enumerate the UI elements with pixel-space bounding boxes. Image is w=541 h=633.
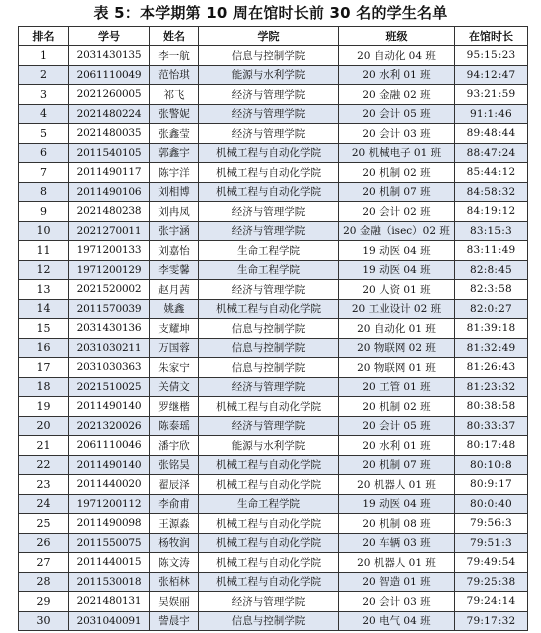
duration-cell: 94:12:47 <box>455 65 528 85</box>
duration-cell: 85:44:12 <box>455 163 528 183</box>
rank-cell: 18 <box>19 377 69 397</box>
student-name-cell: 范怡琪 <box>150 65 199 85</box>
header-rank: 排名 <box>19 27 69 46</box>
student-name-cell: 李一航 <box>150 46 199 66</box>
ranking-table <box>18 26 528 631</box>
rank-cell: 19 <box>19 397 69 417</box>
rank-cell: 14 <box>19 299 69 319</box>
school-cell: 生命工程学院 <box>199 260 339 280</box>
class-cell: 20 工管 01 班 <box>339 377 455 397</box>
duration-cell: 79:24:14 <box>455 592 528 612</box>
class-cell: 20 工业设计 02 班 <box>339 299 455 319</box>
table-header-row <box>19 27 528 46</box>
class-cell: 20 会计 05 班 <box>339 104 455 124</box>
table-row <box>19 46 528 66</box>
class-cell: 20 机制 02 班 <box>339 163 455 183</box>
school-cell: 生命工程学院 <box>199 241 339 261</box>
duration-cell: 82:3:58 <box>455 280 528 300</box>
student-id-cell: 2031430136 <box>69 319 150 339</box>
rank-cell: 28 <box>19 572 69 592</box>
class-cell: 20 水利 01 班 <box>339 436 455 456</box>
table-row <box>19 319 528 339</box>
student-id-cell: 2061110046 <box>69 436 150 456</box>
school-cell: 信息与控制学院 <box>199 319 339 339</box>
student-id-cell: 2011490117 <box>69 163 150 183</box>
duration-cell: 79:56:3 <box>455 514 528 534</box>
class-cell: 19 动医 04 班 <box>339 241 455 261</box>
student-name-cell: 刘相博 <box>150 182 199 202</box>
student-id-cell: 2061110049 <box>69 65 150 85</box>
table-row <box>19 397 528 417</box>
rank-cell: 1 <box>19 46 69 66</box>
student-name-cell: 訾晨宇 <box>150 611 199 631</box>
rank-cell: 23 <box>19 475 69 495</box>
student-name-cell: 陈文涛 <box>150 553 199 573</box>
student-name-cell: 朱家宁 <box>150 358 199 378</box>
student-id-cell: 2021320026 <box>69 416 150 436</box>
class-cell: 20 车辆 03 班 <box>339 533 455 553</box>
table-row <box>19 455 528 475</box>
school-cell: 经济与管理学院 <box>199 280 339 300</box>
school-cell: 经济与管理学院 <box>199 592 339 612</box>
school-cell: 信息与控制学院 <box>199 46 339 66</box>
class-cell: 20 物联网 01 班 <box>339 358 455 378</box>
school-cell: 经济与管理学院 <box>199 104 339 124</box>
duration-cell: 80:17:48 <box>455 436 528 456</box>
student-name-cell: 李俞甫 <box>150 494 199 514</box>
student-name-cell: 赵月茜 <box>150 280 199 300</box>
table-row <box>19 338 528 358</box>
student-id-cell: 2021480131 <box>69 592 150 612</box>
rank-cell: 13 <box>19 280 69 300</box>
duration-cell: 82:8:45 <box>455 260 528 280</box>
student-name-cell: 陈宇洋 <box>150 163 199 183</box>
school-cell: 机械工程与自动化学院 <box>199 143 339 163</box>
table-row <box>19 572 528 592</box>
rank-cell: 17 <box>19 358 69 378</box>
table-row <box>19 611 528 631</box>
duration-cell: 80:0:40 <box>455 494 528 514</box>
table-row <box>19 436 528 456</box>
duration-cell: 79:49:54 <box>455 553 528 573</box>
duration-cell: 84:19:12 <box>455 202 528 222</box>
rank-cell: 7 <box>19 163 69 183</box>
class-cell: 20 金融（isec）02 班 <box>339 221 455 241</box>
school-cell: 经济与管理学院 <box>199 221 339 241</box>
class-cell: 20 智造 01 班 <box>339 572 455 592</box>
school-cell: 经济与管理学院 <box>199 202 339 222</box>
duration-cell: 79:17:32 <box>455 611 528 631</box>
class-cell: 20 机制 07 班 <box>339 455 455 475</box>
table-row <box>19 553 528 573</box>
student-name-cell: 潘宇欣 <box>150 436 199 456</box>
duration-cell: 83:11:49 <box>455 241 528 261</box>
table-row <box>19 124 528 144</box>
duration-cell: 81:39:18 <box>455 319 528 339</box>
rank-cell: 29 <box>19 592 69 612</box>
rank-cell: 22 <box>19 455 69 475</box>
student-name-cell: 郭鑫宇 <box>150 143 199 163</box>
student-name-cell: 姚鑫 <box>150 299 199 319</box>
school-cell: 经济与管理学院 <box>199 124 339 144</box>
class-cell: 19 动医 04 班 <box>339 494 455 514</box>
header-duration: 在馆时长 <box>455 27 528 46</box>
rank-cell: 26 <box>19 533 69 553</box>
class-cell: 20 自动化 01 班 <box>339 319 455 339</box>
table-row <box>19 475 528 495</box>
school-cell: 信息与控制学院 <box>199 338 339 358</box>
school-cell: 能源与水利学院 <box>199 436 339 456</box>
class-cell: 19 动医 04 班 <box>339 260 455 280</box>
school-cell: 信息与控制学院 <box>199 611 339 631</box>
school-cell: 经济与管理学院 <box>199 85 339 105</box>
class-cell: 20 自动化 04 班 <box>339 46 455 66</box>
student-name-cell: 翟辰泽 <box>150 475 199 495</box>
rank-cell: 27 <box>19 553 69 573</box>
student-id-cell: 1971200133 <box>69 241 150 261</box>
duration-cell: 88:47:24 <box>455 143 528 163</box>
table-title: 表 5：本学期第 10 周在馆时长前 30 名的学生名单 <box>93 4 448 22</box>
table-row <box>19 533 528 553</box>
student-id-cell: 2021480224 <box>69 104 150 124</box>
class-cell: 20 机制 07 班 <box>339 182 455 202</box>
class-cell: 20 会计 03 班 <box>339 592 455 612</box>
student-name-cell: 刘嘉怡 <box>150 241 199 261</box>
duration-cell: 81:26:43 <box>455 358 528 378</box>
student-name-cell: 万国蓉 <box>150 338 199 358</box>
class-cell: 20 电气 04 班 <box>339 611 455 631</box>
class-cell: 20 人资 01 班 <box>339 280 455 300</box>
student-id-cell: 2021260005 <box>69 85 150 105</box>
table-row <box>19 280 528 300</box>
rank-cell: 20 <box>19 416 69 436</box>
duration-cell: 81:23:32 <box>455 377 528 397</box>
duration-cell: 80:9:17 <box>455 475 528 495</box>
school-cell: 机械工程与自动化学院 <box>199 572 339 592</box>
school-cell: 机械工程与自动化学院 <box>199 397 339 417</box>
student-id-cell: 2021480238 <box>69 202 150 222</box>
student-name-cell: 祁飞 <box>150 85 199 105</box>
student-id-cell: 2011570039 <box>69 299 150 319</box>
duration-cell: 93:21:59 <box>455 85 528 105</box>
rank-cell: 15 <box>19 319 69 339</box>
student-id-cell: 2021520002 <box>69 280 150 300</box>
student-name-cell: 张鑫莹 <box>150 124 199 144</box>
school-cell: 机械工程与自动化学院 <box>199 163 339 183</box>
student-id-cell: 2011490140 <box>69 397 150 417</box>
table-row <box>19 514 528 534</box>
table-row <box>19 163 528 183</box>
rank-cell: 4 <box>19 104 69 124</box>
student-name-cell: 张宇涵 <box>150 221 199 241</box>
duration-cell: 83:15:3 <box>455 221 528 241</box>
student-id-cell: 2031030211 <box>69 338 150 358</box>
student-name-cell: 陈泰瑶 <box>150 416 199 436</box>
header-class: 班级 <box>339 27 455 46</box>
class-cell: 20 会计 05 班 <box>339 416 455 436</box>
school-cell: 信息与控制学院 <box>199 358 339 378</box>
student-id-cell: 2011540105 <box>69 143 150 163</box>
class-cell: 20 会计 03 班 <box>339 124 455 144</box>
duration-cell: 79:51:3 <box>455 533 528 553</box>
student-name-cell: 张栢林 <box>150 572 199 592</box>
header-name: 姓名 <box>150 27 199 46</box>
table-row <box>19 241 528 261</box>
school-cell: 经济与管理学院 <box>199 416 339 436</box>
rank-cell: 10 <box>19 221 69 241</box>
student-id-cell: 2021480035 <box>69 124 150 144</box>
school-cell: 能源与水利学院 <box>199 65 339 85</box>
duration-cell: 80:33:37 <box>455 416 528 436</box>
rank-cell: 16 <box>19 338 69 358</box>
table-row <box>19 592 528 612</box>
class-cell: 20 会计 02 班 <box>339 202 455 222</box>
school-cell: 机械工程与自动化学院 <box>199 553 339 573</box>
class-cell: 20 机械电子 01 班 <box>339 143 455 163</box>
student-id-cell: 2011490140 <box>69 455 150 475</box>
rank-cell: 6 <box>19 143 69 163</box>
class-cell: 20 机制 02 班 <box>339 397 455 417</box>
student-id-cell: 2011440015 <box>69 553 150 573</box>
student-id-cell: 1971200112 <box>69 494 150 514</box>
table-row <box>19 494 528 514</box>
student-id-cell: 2011440020 <box>69 475 150 495</box>
rank-cell: 2 <box>19 65 69 85</box>
duration-cell: 81:32:49 <box>455 338 528 358</box>
student-name-cell: 王源淼 <box>150 514 199 534</box>
table-row <box>19 260 528 280</box>
class-cell: 20 机制 08 班 <box>339 514 455 534</box>
rank-cell: 25 <box>19 514 69 534</box>
school-cell: 机械工程与自动化学院 <box>199 514 339 534</box>
rank-cell: 11 <box>19 241 69 261</box>
student-name-cell: 罗继楷 <box>150 397 199 417</box>
rank-cell: 12 <box>19 260 69 280</box>
student-id-cell: 2011530018 <box>69 572 150 592</box>
school-cell: 机械工程与自动化学院 <box>199 475 339 495</box>
student-name-cell: 张铭昊 <box>150 455 199 475</box>
table-row <box>19 143 528 163</box>
table-row <box>19 182 528 202</box>
duration-cell: 95:15:23 <box>455 46 528 66</box>
student-id-cell: 1971200129 <box>69 260 150 280</box>
table-row <box>19 358 528 378</box>
school-cell: 机械工程与自动化学院 <box>199 455 339 475</box>
class-cell: 20 机器人 01 班 <box>339 475 455 495</box>
header-student-id: 学号 <box>69 27 150 46</box>
class-cell: 20 机器人 01 班 <box>339 553 455 573</box>
student-name-cell: 支耀坤 <box>150 319 199 339</box>
table-body <box>19 46 528 631</box>
rank-cell: 24 <box>19 494 69 514</box>
student-id-cell: 2011490106 <box>69 182 150 202</box>
table-row <box>19 416 528 436</box>
table-row <box>19 202 528 222</box>
student-name-cell: 杨牧润 <box>150 533 199 553</box>
student-id-cell: 2031030363 <box>69 358 150 378</box>
duration-cell: 89:48:44 <box>455 124 528 144</box>
class-cell: 20 金融 02 班 <box>339 85 455 105</box>
class-cell: 20 水利 01 班 <box>339 65 455 85</box>
school-cell: 经济与管理学院 <box>199 377 339 397</box>
duration-cell: 80:10:8 <box>455 455 528 475</box>
table-row <box>19 377 528 397</box>
table-row <box>19 85 528 105</box>
student-id-cell: 2031040091 <box>69 611 150 631</box>
table-row <box>19 299 528 319</box>
student-name-cell: 张警妮 <box>150 104 199 124</box>
school-cell: 机械工程与自动化学院 <box>199 533 339 553</box>
student-name-cell: 吴娱丽 <box>150 592 199 612</box>
duration-cell: 82:0:27 <box>455 299 528 319</box>
school-cell: 机械工程与自动化学院 <box>199 299 339 319</box>
header-school: 学院 <box>199 27 339 46</box>
student-id-cell: 2021270011 <box>69 221 150 241</box>
school-cell: 生命工程学院 <box>199 494 339 514</box>
duration-cell: 79:25:38 <box>455 572 528 592</box>
student-name-cell: 刘冉凤 <box>150 202 199 222</box>
student-id-cell: 2031430135 <box>69 46 150 66</box>
rank-cell: 8 <box>19 182 69 202</box>
student-name-cell: 李雯馨 <box>150 260 199 280</box>
table-row <box>19 221 528 241</box>
school-cell: 机械工程与自动化学院 <box>199 182 339 202</box>
table-row <box>19 65 528 85</box>
table-row <box>19 104 528 124</box>
duration-cell: 84:58:32 <box>455 182 528 202</box>
student-id-cell: 2011550075 <box>69 533 150 553</box>
rank-cell: 30 <box>19 611 69 631</box>
duration-cell: 91:1:46 <box>455 104 528 124</box>
rank-cell: 3 <box>19 85 69 105</box>
rank-cell: 5 <box>19 124 69 144</box>
student-name-cell: 关倩文 <box>150 377 199 397</box>
duration-cell: 80:38:58 <box>455 397 528 417</box>
rank-cell: 9 <box>19 202 69 222</box>
student-id-cell: 2011490098 <box>69 514 150 534</box>
rank-cell: 21 <box>19 436 69 456</box>
student-id-cell: 2021510025 <box>69 377 150 397</box>
class-cell: 20 物联网 02 班 <box>339 338 455 358</box>
